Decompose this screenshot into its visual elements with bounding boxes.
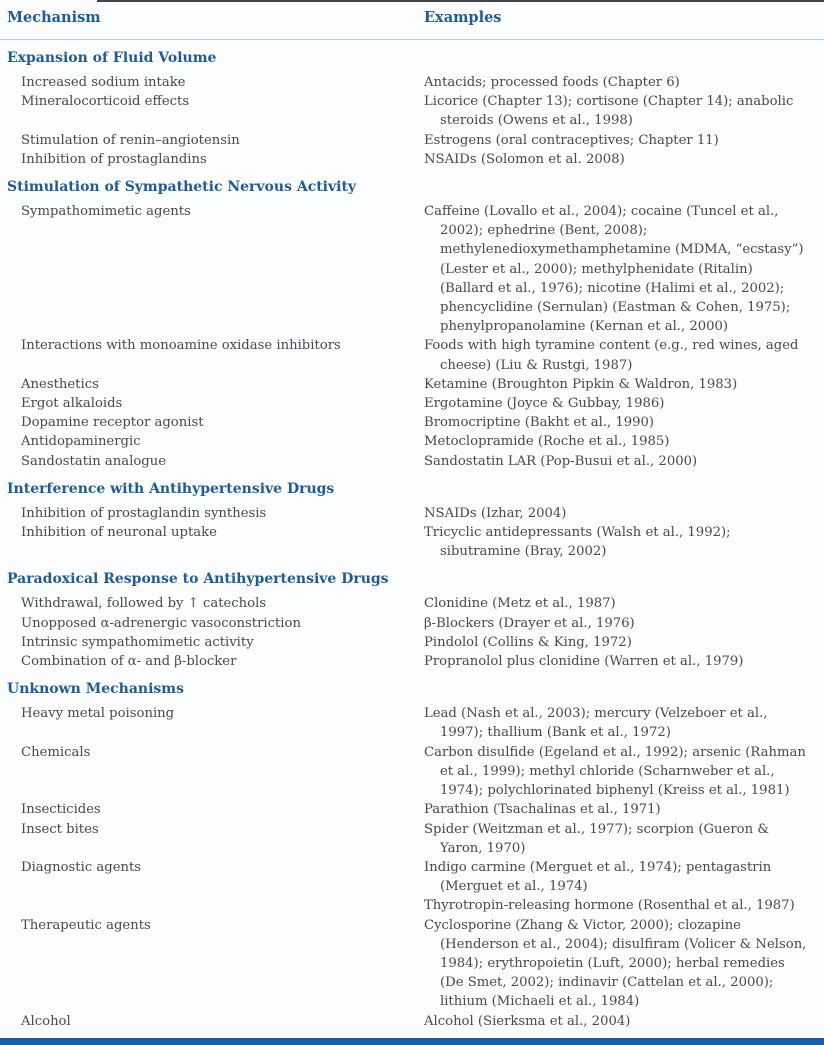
mechanism-cell: Insect bites — [21, 821, 99, 837]
mechanism-cell: Increased sodium intake — [21, 75, 186, 90]
table-bottom-rule — [0, 1038, 824, 1045]
mechanism-cell: Withdrawal, followed by ↑ catechols — [21, 596, 267, 612]
mechanism-cell: Chemicals — [21, 744, 91, 760]
example-cell: Estrogens (oral contraceptives; Chapter 11) — [424, 132, 719, 148]
mechanism-cell: Inhibition of prostaglandin synthesis — [21, 505, 267, 521]
mechanism-cell — [0, 896, 424, 915]
example-cell: Metoclopramide (Roche et al., 1985) — [424, 434, 670, 450]
example-cell: Spider (Weitzman et al., 1977); scorpion (Gueron & Yaron, 1970) — [424, 821, 769, 856]
example-cell: Caffeine (Lovallo et al., 2004); cocaine (Tuncel et al., 2002); ephedrine (Bent, 2008); methylenedioxymethamphetamine (MDMA, “ecstasy”) (Lester et al., 2000); methylphenidate (Ritalin) (Ballard et al., 1976); nicotine (Halimi et al., 2002); phencyclidine (Sernulan) (Eastman & Cohen, 1975); phenylpropanolamine (Kernan et al., 2000) — [424, 204, 804, 335]
example-cell: Pindolol (Collins & King, 1972) — [424, 634, 632, 650]
table-row — [0, 820, 824, 858]
section-title: Expansion of Fluid Volume — [7, 50, 217, 66]
mechanism-cell: Unopposed α-adrenergic vasoconstriction — [21, 615, 301, 631]
mechanism-cell: Mineralocorticoid effects — [21, 94, 190, 110]
table-row — [0, 704, 824, 742]
mechanism-cell: Insecticides — [21, 802, 101, 818]
table-row — [0, 858, 824, 896]
table-row — [0, 504, 824, 523]
example-cell: Cyclosporine (Zhang & Victor, 2000); clozapine (Henderson et al., 2004); disulfiram (Volicer & Nelson, 1984); erythropoietin (Luft, 2000); herbal remedies (De Smet, 2002); indinavir (Cattelan et al., 2000); lithium (Michaeli et al., 1984) — [424, 917, 807, 1010]
table-row — [0, 452, 824, 471]
example-cell: Bromocriptine (Bakht et al., 1990) — [424, 415, 655, 431]
table-row — [0, 523, 824, 561]
mechanism-cell: Inhibition of neuronal uptake — [21, 525, 217, 541]
mechanism-cell: Inhibition of prostaglandins — [21, 151, 207, 167]
table-header-row — [0, 9, 824, 40]
example-cell: Licorice (Chapter 13); cortisone (Chapter 14); anabolic steroids (Owens et al., 1998) — [424, 94, 794, 129]
table-row — [0, 375, 824, 394]
table-row — [0, 336, 824, 374]
example-cell: Tricyclic antidepressants (Walsh et al., 1992); sibutramine (Bray, 2002) — [424, 525, 731, 560]
mechanism-cell: Heavy metal poisoning — [21, 706, 175, 722]
mechanism-cell: Interactions with monoamine oxidase inhibitors — [21, 338, 341, 354]
mechanism-cell: Stimulation of renin–angiotensin — [21, 132, 240, 148]
table-row — [0, 413, 824, 432]
table-row — [0, 743, 824, 801]
example-cell: Indigo carmine (Merguet et al., 1974); pentagastrin (Merguet et al., 1974) — [424, 859, 772, 895]
mechanism-cell: Sandostatin analogue — [21, 453, 167, 469]
column-header-mechanism: Mechanism — [7, 9, 101, 26]
mechanism-cell: Diagnostic agents — [21, 859, 142, 875]
example-cell: Ergotamine (Joyce & Gubbay, 1986) — [424, 396, 665, 412]
example-cell: Ketamine (Broughton Pipkin & Waldron, 1983) — [424, 376, 738, 392]
table-row — [0, 800, 824, 819]
section-title: Paradoxical Response to Antihypertensive Drugs — [7, 571, 389, 588]
table-row — [0, 916, 824, 1012]
section-title: Unknown Mechanisms — [7, 681, 184, 698]
table-row — [0, 92, 824, 130]
table-row — [0, 432, 824, 451]
example-cell: Sandostatin LAR (Pop-Busui et al., 2000) — [424, 453, 698, 469]
section-title: Interference with Antihypertensive Drugs — [7, 480, 335, 497]
mechanism-cell: Alcohol — [21, 1013, 71, 1029]
table-body — [0, 49, 824, 1031]
table-row — [0, 73, 824, 92]
mechanism-cell: Sympathomimetic agents — [21, 204, 191, 220]
mechanism-cell: Therapeutic agents — [21, 917, 151, 933]
table-row — [0, 896, 824, 915]
example-cell: NSAIDs (Izhar, 2004) — [424, 505, 567, 521]
section-title: Stimulation of Sympathetic Nervous Activity — [7, 179, 357, 196]
top-edge-artifact — [97, 0, 824, 2]
example-cell: β-Blockers (Drayer et al., 1976) — [424, 615, 635, 631]
mechanism-cell: Intrinsic sympathomimetic activity — [21, 634, 254, 650]
table-row — [0, 202, 824, 336]
mechanism-cell: Dopamine receptor agonist — [21, 415, 204, 431]
example-cell: Parathion (Tsachalinas et al., 1971) — [424, 802, 661, 818]
mechanism-cell: Anesthetics — [21, 376, 99, 392]
example-cell: Antacids; processed foods (Chapter 6) — [424, 75, 680, 90]
table-row — [0, 633, 824, 652]
mechanism-cell: Ergot alkaloids — [21, 396, 123, 412]
example-cell: Clonidine (Metz et al., 1987) — [424, 596, 616, 612]
mechanism-cell: Antidopaminergic — [21, 434, 141, 450]
example-cell: Lead (Nash et al., 2003); mercury (Velzeboer et al., 1997); thallium (Bank et al., 1972) — [424, 706, 768, 741]
example-cell: Alcohol (Sierksma et al., 2004) — [424, 1013, 631, 1029]
example-cell: NSAIDs (Solomon et al. 2008) — [424, 151, 625, 167]
table-row — [0, 394, 824, 413]
table-row — [0, 131, 824, 150]
column-header-examples: Examples — [424, 9, 502, 26]
table-row — [0, 652, 824, 671]
mechanism-cell: Combination of α- and β-blocker — [21, 654, 237, 670]
example-cell: Carbon disulfide (Egeland et al., 1992); arsenic (Rahman et al., 1999); methyl chloride (Scharnweber et al., 1974); polychlorinated biphenyl (Kreiss et al., 1981) — [424, 744, 806, 799]
table-row — [0, 150, 824, 169]
example-cell: Thyrotropin-releasing hormone (Rosenthal et al., 1987) — [424, 898, 795, 914]
example-cell: Foods with high tyramine content (e.g., red wines, aged cheese) (Liu & Rustgi, 1987) — [424, 338, 799, 373]
table-row — [0, 594, 824, 613]
example-cell: Propranolol plus clonidine (Warren et al., 1979) — [424, 654, 744, 670]
table-row — [0, 614, 824, 633]
table-row — [0, 1012, 824, 1031]
